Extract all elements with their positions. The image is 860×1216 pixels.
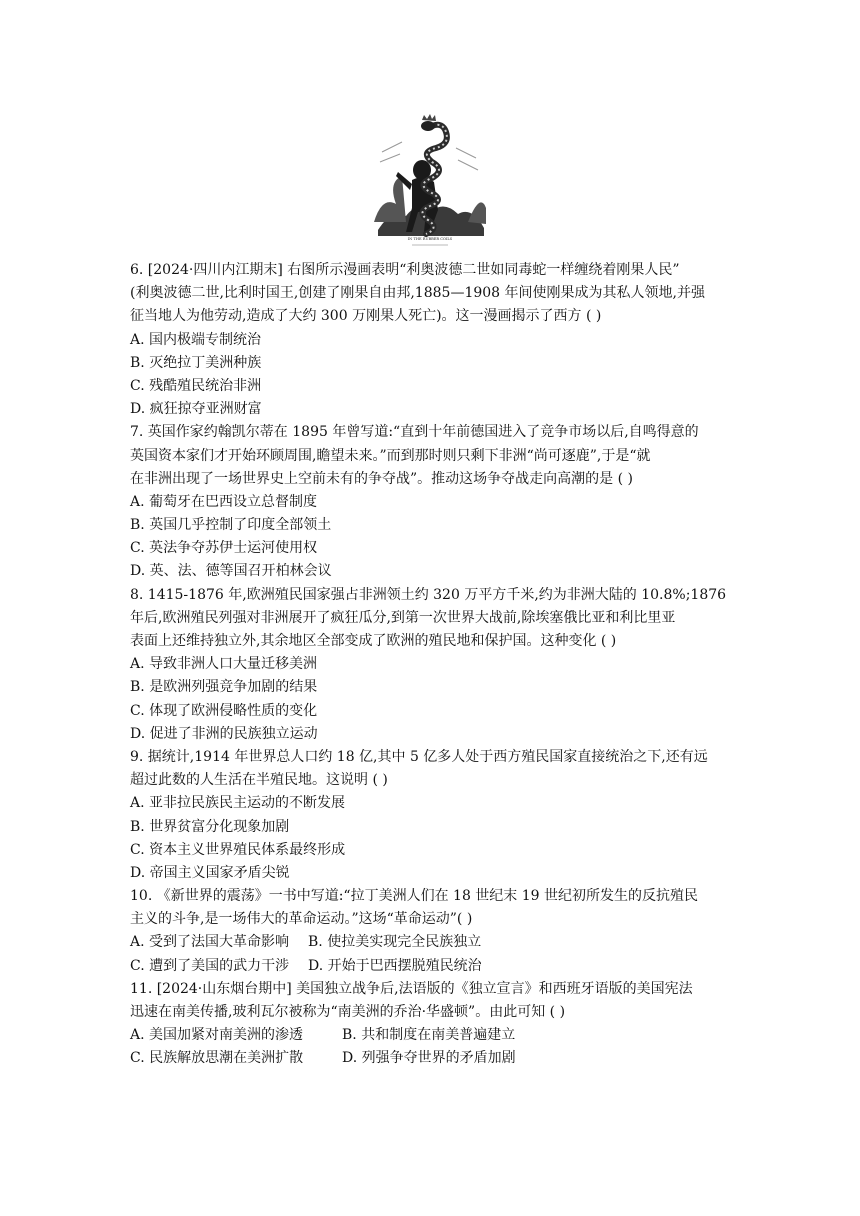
question-11-options-row [130, 1024, 736, 1047]
question-9 [130, 746, 736, 885]
question-10-option-a: A. 受到了法国大革命影响 [130, 934, 290, 951]
question-10 [130, 885, 736, 978]
question-11-options-row [130, 1047, 736, 1070]
question-7-option-c: C. 英法争夺苏伊士运河使用权 [130, 540, 318, 557]
question-6-option-b: B. 灭绝拉丁美洲种族 [130, 354, 262, 371]
question-9-option-d: D. 帝国主义国家矛盾尖锐 [130, 864, 290, 881]
question-6-option-d: D. 疯狂掠夺亚洲财富 [130, 401, 262, 418]
question-10-options-row [130, 955, 736, 978]
question-11-stem-line: 11. [2024·山东烟台期中] 美国独立战争后,法语版的《独立宣言》和西班牙语版的美国宪法 [130, 980, 693, 997]
question-10-option-b: B. 使拉美实现完全民族独立 [308, 934, 482, 951]
question-7-stem-line: 在非洲出现了一场世界史上空前未有的争夺战”。推动这场争夺战走向高潮的是 ( ) [130, 470, 633, 487]
question-11-option-d: D. 列强争夺世界的矛盾加剧 [342, 1050, 516, 1067]
question-8-option-a: A. 导致非洲人口大量迁移美洲 [130, 656, 318, 673]
question-6-stem-line: 6. [2024·四川内江期末] 右图所示漫画表明“利奥波德二世如同毒蛇一样缠绕着刚果人民” [130, 262, 680, 278]
question-8-option-b: B. 是欧洲列强竞争加剧的结果 [130, 679, 318, 696]
question-9-option-a: A. 亚非拉民族民主运动的不断发展 [130, 795, 346, 812]
question-11-option-c: C. 民族解放思潮在美洲扩散 [130, 1050, 304, 1067]
question-11 [130, 978, 736, 1071]
question-7-option-a: A. 葡萄牙在巴西设立总督制度 [130, 493, 318, 510]
question-8-stem-line: 8. 1415-1876 年,欧洲殖民国家强占非洲领土约 320 万平方千米,约为非洲大陆的 10.8%;1876 [130, 586, 727, 603]
question-7 [130, 421, 736, 583]
question-11-stem-line: 迅速在南美传播,玻利瓦尔被称为“南美洲的乔治·华盛顿”。由此可知 ( ) [130, 1004, 566, 1020]
question-7-option-b: B. 英国几乎控制了印度全部领土 [130, 517, 332, 534]
question-6-option-a: A. 国内极端专制统治 [130, 331, 262, 348]
question-list [130, 259, 736, 1071]
question-6 [130, 259, 736, 421]
question-8-stem-line: 年后,欧洲殖民列强对非洲展开了疯狂瓜分,到第一次世界大战前,除埃塞俄比亚和利比里亚 [130, 609, 676, 626]
question-9-stem-line: 9. 据统计,1914 年世界总人口约 18 亿,其中 5 亿多人处于西方殖民国家直接统治之下,还有远 [130, 748, 708, 765]
question-8-option-d: D. 促进了非洲的民族独立运动 [130, 725, 318, 742]
question-10-options-row [130, 931, 736, 954]
question-8-stem-line: 表面上还维持独立外,其余地区全部变成了欧洲的殖民地和保护国。这种变化 ( ) [130, 633, 617, 649]
question-8-option-c: C. 体现了欧洲侵略性质的变化 [130, 702, 318, 719]
rubber-coils-cartoon-image [372, 112, 488, 250]
question-6-stem-line: 征当地人为他劳动,造成了大约 300 万刚果人死亡)。这一漫画揭示了西方 ( ) [130, 308, 602, 325]
question-10-option-c: C. 遭到了美国的武力干涉 [130, 957, 290, 974]
question-11-option-b: B. 共和制度在南美普遍建立 [342, 1027, 516, 1044]
cartoon-caption: IN THE RUBBER COILS [407, 237, 453, 241]
question-11-option-a: A. 美国加紧对南美洲的渗透 [130, 1027, 304, 1044]
question-10-stem-line: 10. 《新世界的震荡》一书中写道:“拉丁美洲人们在 18 世纪末 19 世纪初所发生的反抗殖民 [130, 888, 699, 905]
question-6-option-c: C. 残酷殖民统治非洲 [130, 377, 262, 394]
question-9-option-b: B. 世界贫富分化现象加剧 [130, 818, 290, 835]
question-10-stem-line: 主义的斗争,是一场伟大的革命运动。”这场“革命运动”( ) [130, 911, 473, 928]
question-9-stem-line: 超过此数的人生活在半殖民地。这说明 ( ) [130, 772, 388, 789]
question-10-option-d: D. 开始于巴西摆脱殖民统治 [308, 957, 482, 974]
question-7-option-d: D. 英、法、德等国召开柏林会议 [130, 563, 332, 580]
question-6-stem-line: (利奥波德二世,比利时国王,创建了刚果自由邦,1885—1908 年间使刚果成为其私人领地,并强 [130, 285, 705, 302]
question-8 [130, 584, 736, 746]
question-9-option-c: C. 资本主义世界殖民体系最终形成 [130, 841, 346, 858]
question-7-stem-line: 7. 英国作家约翰凯尔蒂在 1895 年曾写道:“直到十年前德国进入了竞争市场以后,自鸣得意的 [130, 424, 699, 441]
question-7-stem-line: 英国资本家们才开始环顾周围,瞻望未来。”而到那时则只剩下非洲“尚可逐鹿”,于是“就 [130, 447, 651, 464]
